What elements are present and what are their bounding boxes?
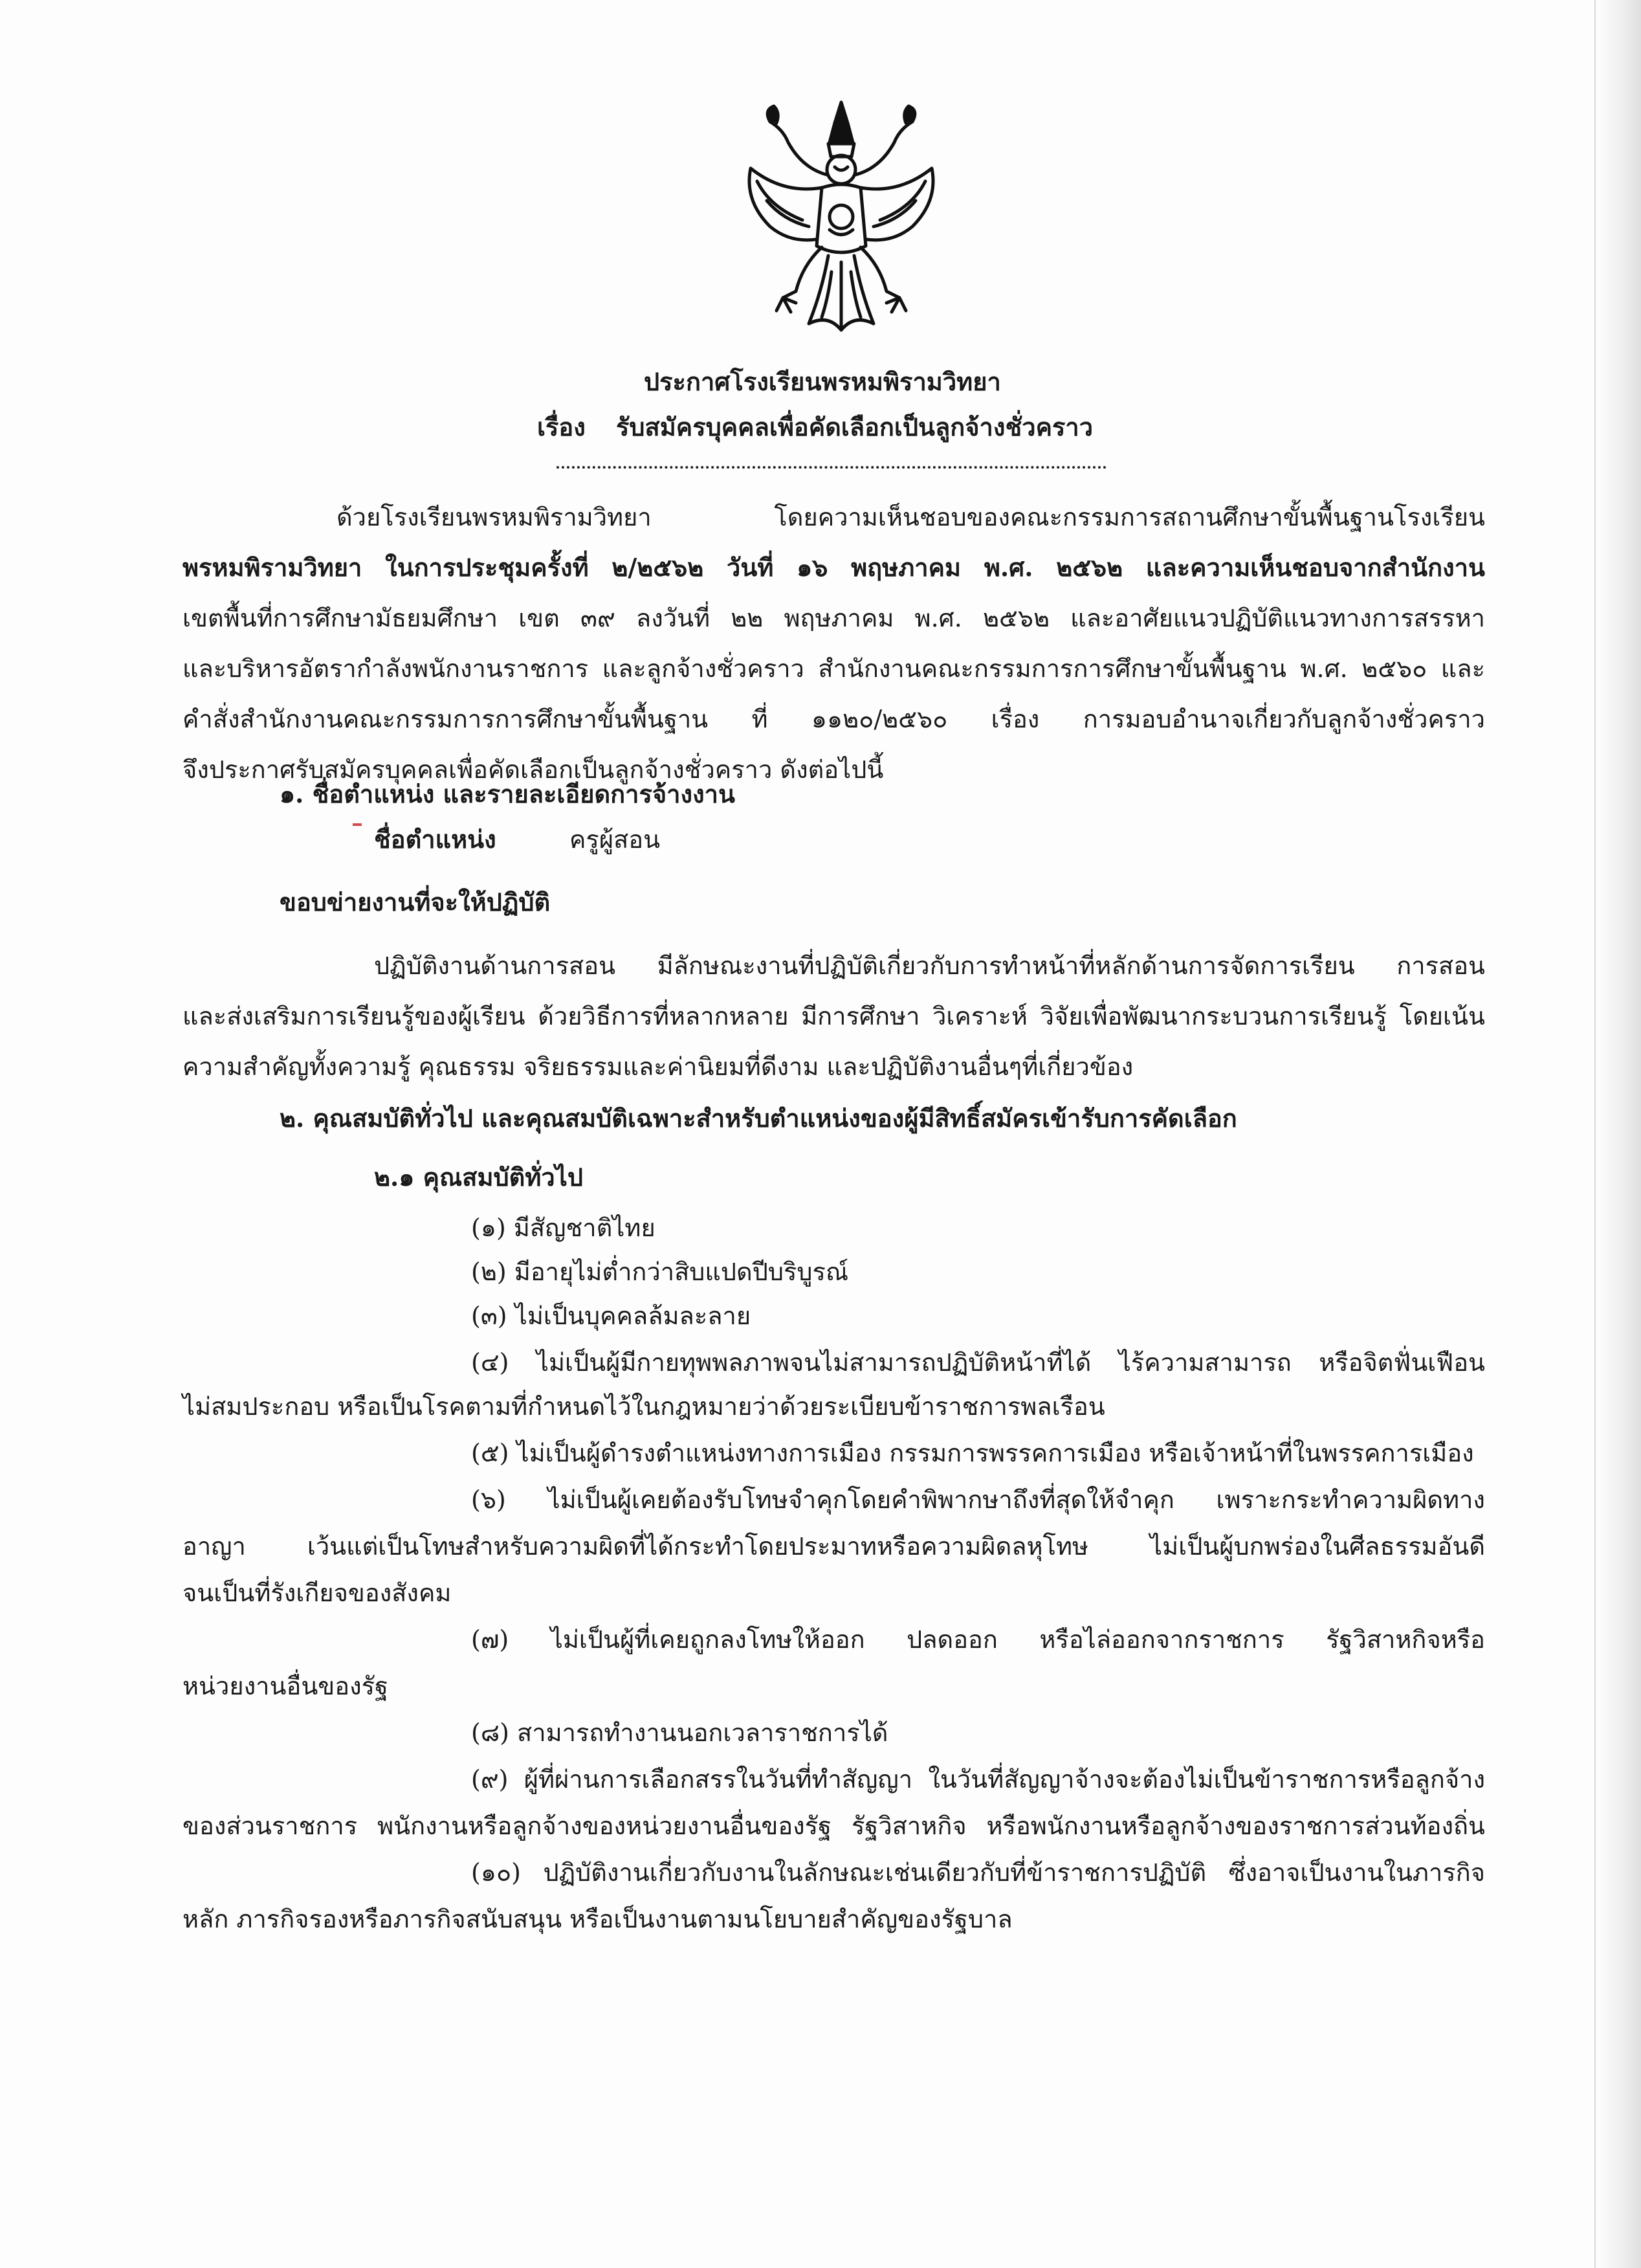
intro-line-5: คำสั่งสำนักงานคณะกรรมการการศึกษาขั้นพื้นฐาน ที่ ๑๑๒๐/๒๕๖๐ เรื่อง การมอบอำนาจเกี่ยวกับลูกจ้างชั่วคราว	[182, 705, 1485, 733]
garuda-emblem-icon	[731, 97, 951, 337]
qualification-item: (๒) มีอายุไม่ต่ำกว่าสิบแปดปีบริบูรณ์	[471, 1258, 849, 1286]
section-2-1-heading: ๒.๑ คุณสมบัติทั่วไป	[374, 1162, 583, 1192]
title-divider	[556, 466, 1107, 469]
qualification-item: (๔) ไม่เป็นผู้มีกายทุพพลภาพจนไม่สามารถปฏิบัติหน้าที่ได้ ไร้ความสามารถ หรือจิตฟั่นเฟือน	[471, 1348, 1485, 1377]
qualification-item-continued: ไม่สมประกอบ หรือเป็นโรคตามที่กำหนดไว้ในกฎหมายว่าด้วยระเบียบข้าราชการพลเรือน	[182, 1392, 1105, 1421]
qualification-item-continued: หน่วยงานอื่นของรัฐ	[182, 1672, 389, 1700]
red-pen-mark	[353, 823, 362, 826]
intro-line-4: และบริหารอัตรากำลังพนักงานราชการ และลูกจ้างชั่วคราว สำนักงานคณะกรรมการการศึกษาขั้นพื้นฐาน พ.ศ. ๒๕๖๐ และ	[182, 654, 1485, 683]
section-1-heading: ๑. ชื่อตำแหน่ง และรายละเอียดการจ้างงาน	[280, 779, 735, 808]
intro-line-2: พรหมพิรามวิทยา ในการประชุมครั้งที่ ๒/๒๕๖๒ วันที่ ๑๖ พฤษภาคม พ.ศ. ๒๕๖๒ และความเห็นชอบจากสำนักงาน	[182, 553, 1485, 582]
qualification-item: (๑) มีสัญชาติไทย	[471, 1214, 655, 1242]
qualification-item-continued: จนเป็นที่รังเกียจของสังคม	[182, 1579, 452, 1607]
section-2-heading: ๒. คุณสมบัติทั่วไป และคุณสมบัติเฉพาะสำหรับตำแหน่งของผู้มีสิทธิ์สมัครเข้ารับการคัดเลือก	[280, 1104, 1237, 1133]
scope-heading: ขอบข่ายงานที่จะให้ปฏิบัติ	[280, 887, 551, 917]
intro-line-6: จึงประกาศรับสมัครบุคคลเพื่อคัดเลือกเป็นลูกจ้างชั่วคราว ดังต่อไปนี้	[182, 755, 884, 784]
position-value: ครูผู้สอน	[569, 825, 661, 854]
announcement-title: ประกาศโรงเรียนพรหมพิรามวิทยา	[644, 367, 1001, 396]
intro-line-3: เขตพื้นที่การศึกษามัธยมศึกษา เขต ๓๙ ลงวันที่ ๒๒ พฤษภาคม พ.ศ. ๒๕๖๒ และอาศัยแนวปฏิบัติแนวทางการสรรหา	[182, 604, 1485, 632]
scope-line-2: และส่งเสริมการเรียนรู้ของผู้เรียน ด้วยวิธีการที่หลากหลาย มีการศึกษา วิเคราะห์ วิจัยเพื่อพัฒนากระบวนการเรียนรู้ โดยเน้น	[182, 1002, 1485, 1030]
page-edge-shadow	[1594, 0, 1641, 2268]
subject-text: รับสมัครบุคคลเพื่อคัดเลือกเป็นลูกจ้างชั่วคราว	[616, 412, 1094, 441]
qualification-item: (๘) สามารถทำงานนอกเวลาราชการได้	[471, 1718, 888, 1747]
position-label: ชื่อตำแหน่ง	[374, 825, 496, 854]
qualification-item-continued: อาญา เว้นแต่เป็นโทษสำหรับความผิดที่ได้กระทำโดยประมาทหรือความผิดลหุโทษ ไม่เป็นผู้บกพร่องในศีลธรรมอันดี	[182, 1532, 1485, 1561]
qualification-item: (๙) ผู้ที่ผ่านการเลือกสรรในวันที่ทำสัญญา ในวันที่สัญญาจ้างจะต้องไม่เป็นข้าราชการหรือลูกจ้าง	[471, 1765, 1485, 1794]
scope-line-1: ปฏิบัติงานด้านการสอน มีลักษณะงานที่ปฏิบัติเกี่ยวกับการทำหน้าที่หลักด้านการจัดการเรียน การสอน	[374, 951, 1485, 980]
scope-line-3: ความสำคัญทั้งความรู้ คุณธรรม จริยธรรมและค่านิยมที่ดีงาม และปฏิบัติงานอื่นๆที่เกี่ยวข้อง	[182, 1052, 1134, 1081]
qualification-item: (๖) ไม่เป็นผู้เคยต้องรับโทษจำคุกโดยคำพิพากษาถึงที่สุดให้จำคุก เพราะกระทำความผิดทาง	[471, 1485, 1485, 1514]
qualification-item: (๑๐) ปฏิบัติงานเกี่ยวกับงานในลักษณะเช่นเดียวกับที่ข้าราชการปฏิบัติ ซึ่งอาจเป็นงานในภารกิจ	[471, 1858, 1485, 1887]
intro-line-1: ด้วยโรงเรียนพรหมพิรามวิทยา โดยความเห็นชอบของคณะกรรมการสถานศึกษาขั้นพื้นฐานโรงเรียน	[336, 503, 1485, 531]
subject-label: เรื่อง	[537, 412, 586, 441]
qualification-item-continued: ของส่วนราชการ พนักงานหรือลูกจ้างของหน่วยงานอื่นของรัฐ รัฐวิสาหกิจ หรือพนักงานหรือลูกจ้างของราชการส่วนท้องถิ่น	[182, 1812, 1485, 1840]
qualification-item: (๗) ไม่เป็นผู้ที่เคยถูกลงโทษให้ออก ปลดออก หรือไล่ออกจากราชการ รัฐวิสาหกิจหรือ	[471, 1625, 1485, 1654]
qualification-item: (๕) ไม่เป็นผู้ดำรงตำแหน่งทางการเมือง กรรมการพรรคการเมือง หรือเจ้าหน้าที่ในพรรคการเมือง	[471, 1439, 1474, 1467]
qualification-item-continued: หลัก ภารกิจรองหรือภารกิจสนับสนุน หรือเป็นงานตามนโยบายสำคัญของรัฐบาล	[182, 1905, 1013, 1933]
qualification-item: (๓) ไม่เป็นบุคคลล้มละลาย	[471, 1302, 751, 1330]
